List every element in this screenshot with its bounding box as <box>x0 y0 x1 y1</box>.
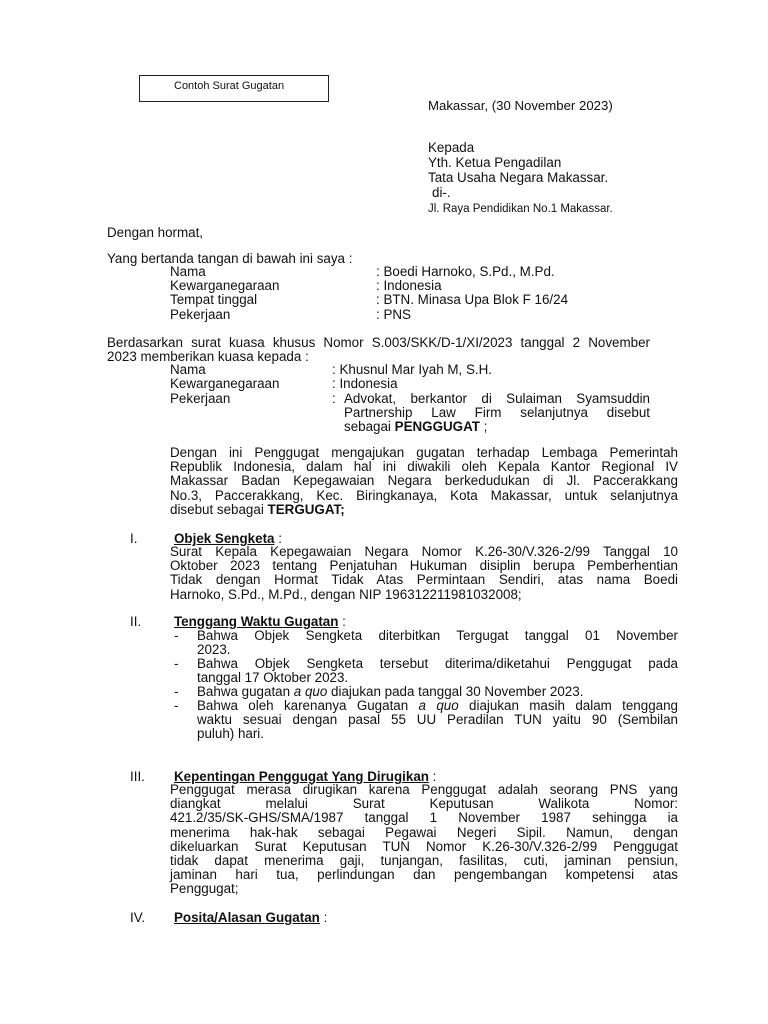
recipient-block <box>428 140 613 217</box>
section-2-colon: : <box>338 614 346 629</box>
section-3-line: jaminan hari tua, perlindungan dan pengembangan kompetensi atas <box>170 867 678 883</box>
a-quo-term: a quo <box>418 698 459 713</box>
recipient-line-1: Kepada <box>428 140 475 155</box>
penggugat-term: PENGGUGAT <box>394 419 480 435</box>
bullet-dash: - <box>174 684 179 699</box>
claim-line-2: Republik Indonesia, dalam hal ini diwakili oleh Kepala Kantor Regional IV <box>170 459 678 475</box>
kuasa-line-1: Berdasarkan surat kuasa khusus Nomor S.003/SKK/D-1/XI/2023 tanggal 2 November <box>107 335 650 350</box>
section-4-heading <box>174 910 327 925</box>
attorney-occupation-line: Advokat, berkantor di Sulaiman Syamsuddin <box>344 391 650 406</box>
attorney-occupation-end: ; <box>479 419 488 435</box>
recipient-line-4: di-. <box>432 185 451 200</box>
section-2-heading <box>174 614 346 629</box>
identity-label: Pekerjaan <box>170 306 231 322</box>
section-1-line: Tidak dengan Hormat Tidak Atas Permintaan Sendiri, atas nama Boedi <box>170 572 678 588</box>
section-3-colon: : <box>428 769 437 784</box>
section-4-number: IV. <box>130 910 146 925</box>
attorney-colon: : <box>332 391 336 406</box>
list-item-line: waktu sesuai dengan pasal 55 UU Peradilan TUN yaitu 90 (Sembilan <box>197 712 678 728</box>
recipient-line-3: Tata Usaha Negara Makassar. <box>428 170 609 185</box>
claim-line-3: Makassar Badan Kepegawaian Negara berkedudukan di Jl. Paccerakkang <box>170 473 678 489</box>
section-3-line: Penggugat merasa dirugikan karena Penggugat adalah seorang PNS yang <box>170 782 678 797</box>
section-3-line: diangkat melalui Surat Keputusan Walikota Nomor: <box>170 796 678 812</box>
identity-label: Nama <box>170 264 206 279</box>
list-item <box>197 629 678 657</box>
attorney-occupation-line: Partnership Law Firm selanjutnya disebut <box>344 405 650 421</box>
claim-paragraph <box>170 446 678 517</box>
section-1-line: Oktober 2023 tentang Penjatuhan Hukuman disiplin berupa Pemberhentian <box>170 558 678 574</box>
claim-line-1: Dengan ini Penggugat mengajukan gugatan terhadap Lembaga Pemerintah <box>170 445 678 460</box>
section-1-title: Objek Sengketa <box>174 531 275 546</box>
attorney-label: Kewarganegaraan <box>170 376 280 391</box>
claim-line-4: No.3, Paccerakkang, Kec. Biringkanaya, Kota Makassar, untuk selanjutnya <box>170 487 678 503</box>
attorney-table <box>170 363 650 433</box>
list-item-line: puluh) hari. <box>197 726 264 742</box>
claim-line-5: disebut sebagai <box>170 501 268 517</box>
recipient-line-5: Jl. Raya Pendidikan No.1 Makassar. <box>428 203 613 215</box>
section-3-line: menerima hak-hak sebagai Pegawai Negeri Sipil. Namun, dengan <box>170 824 678 840</box>
place-date: Makassar, (30 November 2023) <box>428 98 613 113</box>
list-item-line: Bahwa Objek Sengketa diterbitkan Tergugat tanggal 01 November <box>197 628 678 643</box>
section-1-body <box>170 545 678 602</box>
list-item-text: Bahwa oleh karenanya Gugatan <box>197 698 419 713</box>
section-4-title: Posita/Alasan Gugatan <box>174 910 320 925</box>
section-3-body <box>170 783 678 897</box>
identity-label: Kewarganegaraan <box>170 278 280 294</box>
section-3-line: dikeluarkan Surat Keputusan TUN Nomor K.26-30/V.326-2/99 Penggugat <box>170 838 678 854</box>
section-3-line: 421.2/35/SK-GHS/SMA/1987 tanggal 1 November 1987 sehingga ia <box>170 810 678 826</box>
list-item <box>197 699 678 742</box>
identity-value: : PNS <box>376 306 411 322</box>
identity-value: : Indonesia <box>376 278 442 294</box>
section-2-number: II. <box>130 614 142 629</box>
list-item <box>197 657 678 685</box>
section-3-line: tidak dapat menerima gaji, tunjangan, fasilitas, cuti, jaminan pensiun, <box>170 853 678 869</box>
section-1-colon: : <box>274 531 282 546</box>
section-2-title: Tenggang Waktu Gugatan <box>174 614 339 629</box>
list-item-line: tanggal 17 Oktober 2023. <box>197 670 349 686</box>
attorney-value: : Khusnul Mar Iyah M, S.H. <box>332 362 493 377</box>
section-3-line: Penggugat; <box>170 881 239 897</box>
claim-line-5-end: ; <box>340 501 345 517</box>
attorney-label: Pekerjaan <box>170 391 231 406</box>
list-item-text: diajukan masih dalam tenggang <box>458 698 678 713</box>
greeting: Dengan hormat, <box>107 225 204 240</box>
intro-line: Yang bertanda tangan di bawah ini saya : <box>107 251 353 266</box>
a-quo-term: a quo <box>293 684 328 699</box>
bullet-dash: - <box>174 656 179 671</box>
title-box <box>139 75 329 102</box>
section-1-number: I. <box>130 531 138 546</box>
list-item-text: Bahwa gugatan <box>197 684 294 699</box>
list-item-line: Bahwa Objek Sengketa tersebut diterima/diketahui Penggugat pada <box>197 656 678 671</box>
bullet-dash: - <box>174 628 179 643</box>
recipient-line-2: Yth. Ketua Pengadilan <box>428 155 562 170</box>
section-1-line: Harnoko, S.Pd., M.Pd., dengan NIP 196312211981032008; <box>170 586 522 602</box>
list-item-line: 2023. <box>197 642 231 658</box>
section-3-number: III. <box>130 769 145 784</box>
attorney-value: : Indonesia <box>332 376 398 391</box>
identity-value: : BTN. Minasa Upa Blok F 16/24 <box>376 292 569 308</box>
list-item-text: diajukan pada tanggal 30 November 2023. <box>327 684 584 699</box>
attorney-label: Nama <box>170 362 206 377</box>
tergugat-term: TERGUGAT <box>267 501 341 517</box>
identity-table <box>170 264 569 322</box>
section-3-title: Kepentingan Penggugat Yang Dirugikan <box>174 769 429 784</box>
kuasa-line-2: 2023 memberikan kuasa kepada : <box>107 349 309 365</box>
section-1-line: Surat Kepala Kepegawaian Negara Nomor K.26-30/V.326-2/99 Tanggal 10 <box>170 544 678 559</box>
bullet-dash: - <box>174 698 179 713</box>
attorney-occupation-text: sebagai <box>344 419 395 435</box>
section-4-colon: : <box>319 910 328 925</box>
attorney-occupation <box>344 392 650 435</box>
title-box-text: Contoh Surat Gugatan <box>174 80 285 92</box>
kuasa-paragraph <box>107 336 650 364</box>
identity-label: Tempat tinggal <box>170 292 258 308</box>
identity-value: : Boedi Harnoko, S.Pd., M.Pd. <box>376 264 555 279</box>
